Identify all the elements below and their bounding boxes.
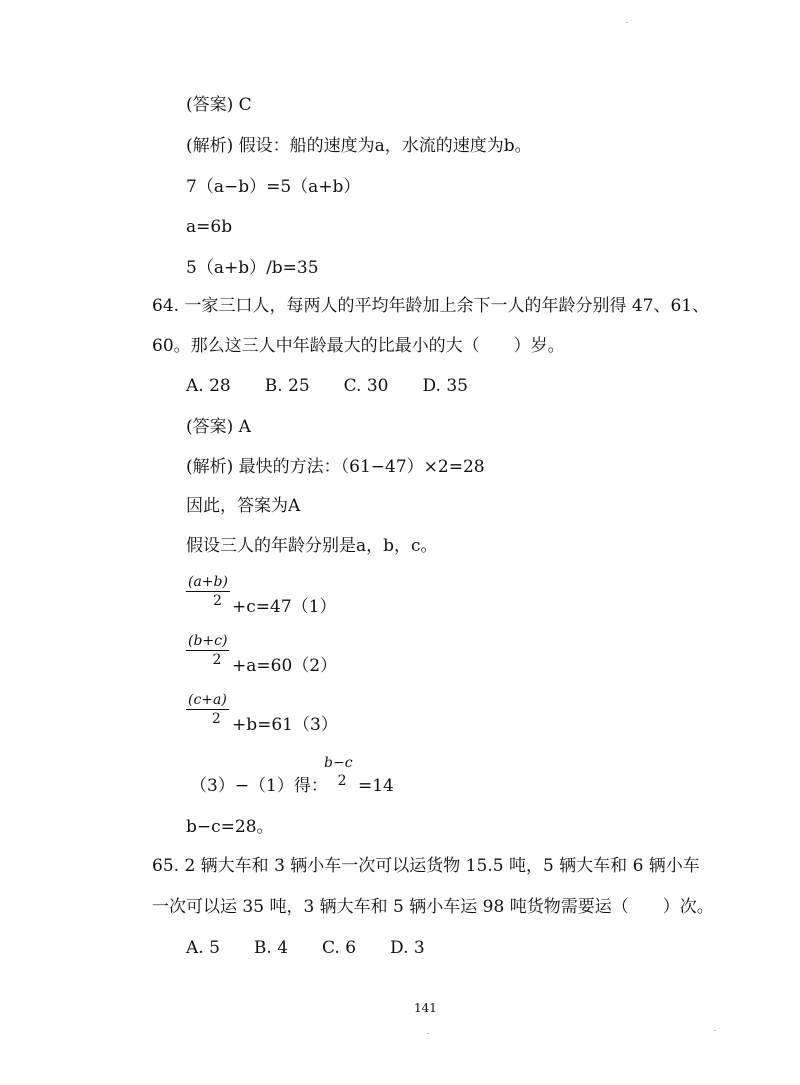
- q64-stem-line-1: 64. 一家三口人，每两人的平均年龄加上余下一人的年龄分别得 47、61、: [152, 296, 710, 316]
- q63-equation-1: 7（a−b）=5（a+b）: [186, 177, 361, 197]
- page-number: 141: [414, 1001, 437, 1015]
- q64-assumption: 假设三人的年龄分别是a，b，c。: [186, 536, 438, 556]
- subtraction-label: （3）−（1）得：: [190, 776, 328, 796]
- fraction-numerator: (c+a): [188, 692, 227, 708]
- fraction-denominator: 2: [211, 711, 221, 727]
- fraction-numerator: (b+c): [188, 633, 228, 649]
- q65-stem-line-2: 一次可以运 35 吨，3 辆大车和 5 辆小车运 98 吨货物需要运（ ）次。: [152, 897, 714, 917]
- q64-result: b−c=28。: [186, 817, 274, 837]
- q65-stem-line-1: 65. 2 辆大车和 3 辆小车一次可以运货物 15.5 吨，5 辆大车和 6 辆小车: [152, 856, 700, 876]
- fraction-denominator: 2: [212, 652, 222, 668]
- q64-answer: (答案) A: [186, 417, 251, 437]
- scan-speck: [714, 1030, 716, 1031]
- q63-equation-2: a=6b: [186, 217, 233, 237]
- equation-1-rest: +c=47（1）: [232, 597, 337, 617]
- fraction-numerator: b−c: [324, 755, 353, 771]
- fraction-c-plus-a: [186, 691, 229, 728]
- fraction-denominator: 2: [337, 773, 347, 789]
- q65-options: A. 5 B. 4 C. 6 D. 3: [186, 938, 425, 958]
- fraction-denominator: 2: [213, 593, 222, 609]
- fraction-a-plus-b: [186, 573, 230, 610]
- equation-3-rest: +b=61（3）: [232, 715, 338, 735]
- q64-therefore: 因此，答案为A: [186, 496, 301, 516]
- q64-analysis: (解析) 最快的方法：（61−47）×2=28: [186, 457, 485, 477]
- equation-2-rest: +a=60（2）: [232, 656, 338, 676]
- q63-analysis: (解析) 假设：船的速度为a，水流的速度为b。: [186, 136, 532, 156]
- scan-speck: [427, 1033, 429, 1034]
- fraction-numerator: (a+b): [188, 574, 228, 590]
- fraction-b-minus-c: [322, 754, 355, 790]
- scan-speck: [626, 22, 628, 23]
- q63-equation-3: 5（a+b）/b=35: [186, 258, 319, 278]
- q64-options: A. 28 B. 25 C. 30 D. 35: [186, 376, 468, 396]
- q63-answer: (答案) C: [186, 95, 252, 115]
- q64-stem-line-2: 60。那么这三人中年龄最大的比最小的大（ ）岁。: [152, 336, 565, 356]
- subtraction-rest: =14: [358, 776, 394, 796]
- fraction-b-plus-c: [186, 632, 229, 669]
